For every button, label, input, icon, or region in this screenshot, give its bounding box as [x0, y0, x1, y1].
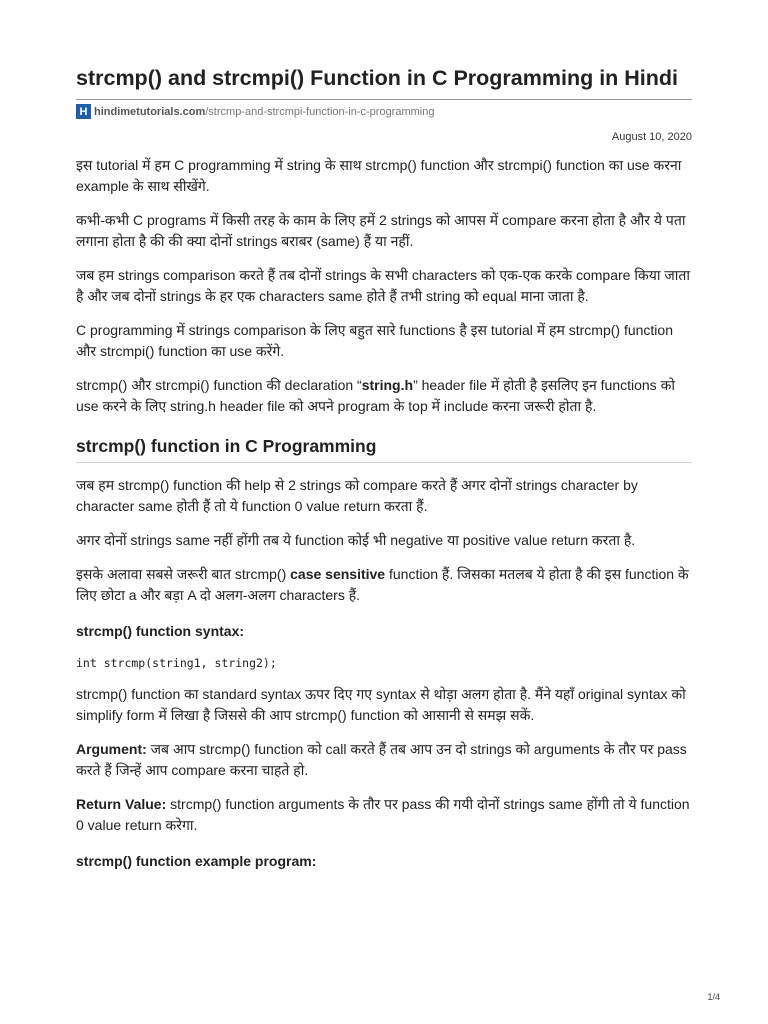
section-heading: strcmp() function in C Programming: [76, 434, 692, 463]
syntax-heading: strcmp() function syntax:: [76, 623, 245, 639]
string-h-emphasis: string.h: [361, 377, 414, 393]
section-paragraph-3: [76, 564, 692, 606]
argument-label: Argument:: [76, 741, 147, 757]
source-line: [76, 99, 692, 119]
intro-p5-text-a: strcmp() और strcmpi() function की declaration “: [76, 377, 362, 393]
argument-text: जब आप strcmp() function को call करते हैं तब आप उन दो strings को arguments के तौर पर pass करते हैं जिन्हें आप compare करना चाहते हो.: [76, 741, 687, 778]
section-paragraph-2: अगर दोनों strings same नहीं होंगी तब ये function कोई भी negative या positive value return करता है.: [76, 532, 636, 548]
section-p3-text-c: function हैं. जिसका मतलब ये होता है की इस function के लिए छोटा a और बड़ा A दो अलग-अलग characters हैं.: [76, 566, 689, 603]
return-value-paragraph: [76, 794, 692, 836]
intro-paragraph-3: जब हम strings comparison करते हैं तब दोनों strings के सभी characters को एक-एक करके compare किया जाता है और जब दोनों strings के हर एक characters same होते हैं तभी string को equal माना जाता है.: [76, 267, 690, 304]
page-title: strcmp() and strcmpi() Function in C Programming in Hindi: [76, 66, 679, 90]
return-value-text: strcmp() function arguments के तौर पर pass की गयी दोनों strings same होंगी तो ये function 0 value return करेगा.: [76, 796, 690, 833]
intro-paragraph-5: [76, 375, 692, 417]
intro-p5-text-c: ” header file में होती है इसलिए इन functions को use करने के लिए string.h header file को अपने program के top में include करना जरूरी होता है.: [76, 377, 675, 414]
source-path[interactable]: /strcmp-and-strcmpi-function-in-c-programming: [205, 105, 435, 118]
section-p3-text-a: इसके अलावा सबसे जरूरी बात strcmp(): [76, 566, 291, 582]
source-domain[interactable]: hindimetutorials.com: [94, 105, 206, 118]
syntax-code-block: int strcmp(string1, string2);: [76, 656, 277, 670]
section-paragraph-4: strcmp() function का standard syntax ऊपर दिए गए syntax से थोड़ा अलग होता है. मैंने यहाँ original syntax को simplify form में लिखा है जिससे की आप strcmp() function को आसानी से समझ सकें.: [76, 686, 686, 723]
argument-paragraph: [76, 739, 692, 781]
site-logo-icon: H: [76, 104, 91, 119]
example-heading: strcmp() function example program:: [76, 853, 317, 869]
case-sensitive-emphasis: case sensitive: [290, 566, 386, 582]
intro-paragraph-4: C programming में strings comparison के लिए बहुत सारे functions है इस tutorial में हम strcmp() function और strcmpi() function का use करेंगे.: [76, 322, 673, 359]
page-number: 1/4: [707, 992, 720, 1002]
section-paragraph-1: जब हम strcmp() function की help से 2 strings को compare करते हैं अगर दोनों strings character by character same होती हैं तो ये function 0 value return करता हैं.: [76, 477, 638, 514]
intro-paragraph-1: इस tutorial में हम C programming में string के साथ strcmp() function और strcmpi() function का use करना example के साथ सीखेंगे.: [76, 157, 682, 194]
publish-date: August 10, 2020: [611, 131, 692, 143]
return-value-label: Return Value:: [76, 796, 167, 812]
document-page: [76, 64, 692, 871]
intro-paragraph-2: कभी-कभी C programs में किसी तरह के काम के लिए हमें 2 strings को आपस में compare करना होता है और ये पता लगाना होता है की की क्या दोनों strings बराबर (same) हैं या नहीं.: [76, 212, 686, 249]
